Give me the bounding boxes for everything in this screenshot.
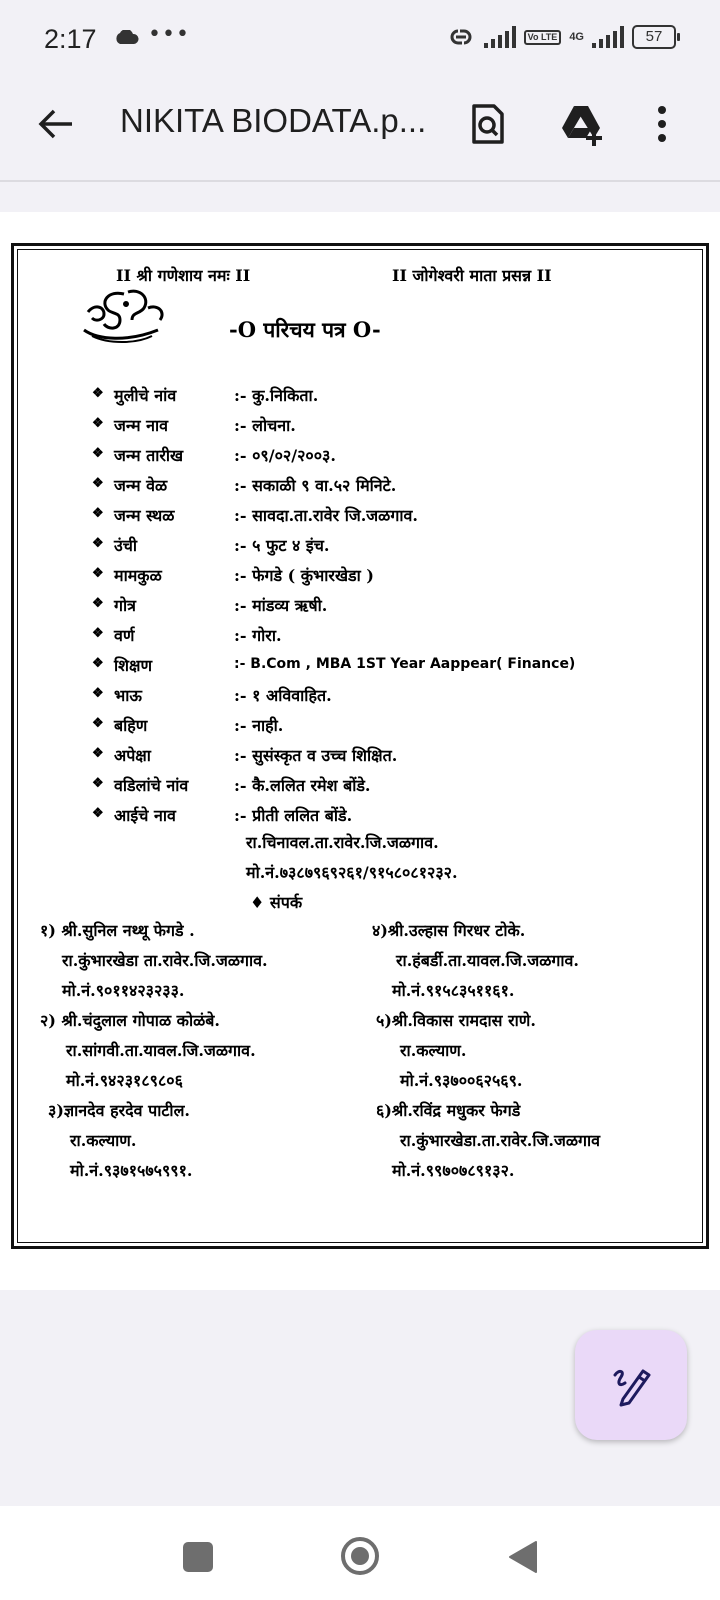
contact-line: रा.हंबर्डी.ता.यावल.जि.जळगाव. xyxy=(396,951,579,970)
ganesh-icon xyxy=(78,286,173,346)
detail-label: शिक्षण xyxy=(114,656,153,675)
detail-label: भाऊ xyxy=(114,686,142,705)
address-line: रा.चिनावल.ता.रावेर.जि.जळगाव. xyxy=(246,833,439,852)
bullet-icon: ❖ xyxy=(92,506,104,521)
detail-value: :- १ अविवाहित. xyxy=(234,686,332,705)
back-arrow-icon[interactable] xyxy=(32,100,80,148)
detail-row xyxy=(92,414,692,444)
detail-value: :- फेगडे ( कुंभारखेडा ) xyxy=(234,566,374,585)
contact-line: मो.नं.९०११४२३२३३. xyxy=(62,981,185,1000)
detail-value: :- लोचना. xyxy=(234,416,296,435)
drive-add-icon[interactable] xyxy=(556,98,608,150)
cloud-icon xyxy=(114,30,140,44)
detail-value: :- ५ फुट ४ इंच. xyxy=(234,536,330,555)
detail-value: :- B.Com , MBA 1ST Year Aappear( Finance) xyxy=(234,656,576,672)
document-title: NIKITA BIODATA.p... xyxy=(120,102,427,139)
detail-label: गोत्र xyxy=(114,596,136,615)
contacts-right-column xyxy=(372,919,600,1189)
contact-line: १) श्री.सुनिल नथ्थू फेगडे . xyxy=(40,921,195,940)
bullet-icon: ❖ xyxy=(92,446,104,461)
app-bar-divider xyxy=(0,180,720,182)
detail-row xyxy=(92,624,692,654)
bullet-icon: ❖ xyxy=(92,716,104,731)
home-circle-icon[interactable] xyxy=(340,1536,380,1576)
contact-line: ४)श्री.उल्हास गिरधर टोके. xyxy=(372,921,526,940)
edit-fab-button[interactable] xyxy=(575,1330,687,1440)
detail-value: :- कु.निकिता. xyxy=(234,386,319,405)
bullet-icon: ❖ xyxy=(92,746,104,761)
detail-row xyxy=(92,444,692,474)
contact-line: मो.नं.९४२३१८९८०६ xyxy=(66,1071,183,1090)
bullet-icon: ❖ xyxy=(92,416,104,431)
detail-label: उंची xyxy=(114,536,138,555)
detail-label: अपेक्षा xyxy=(114,746,151,765)
contact-line: रा.कुंभारखेडा ता.रावेर.जि.जळगाव. xyxy=(62,951,268,970)
detail-row xyxy=(92,534,692,564)
detail-label: जन्म तारीख xyxy=(114,446,184,465)
page-border xyxy=(11,243,709,1249)
detail-row xyxy=(92,804,692,834)
detail-value: :- कै.ललित रमेश बोंडे. xyxy=(234,776,371,795)
bullet-icon: ❖ xyxy=(92,806,104,821)
contact-line: रा.कल्याण. xyxy=(70,1131,137,1150)
detail-value: :- सावदा.ता.रावेर जि.जळगाव. xyxy=(234,506,418,525)
bullet-icon: ❖ xyxy=(92,776,104,791)
detail-row xyxy=(92,564,692,594)
header-left: II श्री गणेशाय नमः II xyxy=(116,266,251,285)
contact-line: मो.नं.९९७०७८९१३२. xyxy=(392,1161,515,1180)
contact-line: मो.नं.९३७००६२५६९. xyxy=(400,1071,523,1090)
detail-label: जन्म स्थळ xyxy=(114,506,175,525)
detail-row xyxy=(92,384,692,414)
bullet-icon: ❖ xyxy=(92,536,104,551)
document-search-icon[interactable] xyxy=(462,98,514,150)
contact-line: रा.सांगवी.ता.यावल.जि.जळगाव. xyxy=(66,1041,256,1060)
detail-row xyxy=(92,504,692,534)
detail-value: :- गोरा. xyxy=(234,626,282,645)
status-time: 2:17 xyxy=(44,24,97,54)
bullet-icon: ❖ xyxy=(92,386,104,401)
network-type-label: 4G xyxy=(569,30,584,43)
bullet-icon: ❖ xyxy=(92,476,104,491)
detail-row xyxy=(92,474,692,504)
contact-line: २) श्री.चंदुलाल गोपाळ कोळंबे. xyxy=(40,1011,220,1030)
contact-line: ५)श्री.विकास रामदास राणे. xyxy=(376,1011,536,1030)
app-bar xyxy=(0,78,720,180)
detail-row xyxy=(92,594,692,624)
mobile-line: मो.नं.७३८७९६९२६१/९१५८०८१२३२. xyxy=(246,863,458,882)
recents-square-icon[interactable] xyxy=(183,1542,213,1572)
signal-strength-2-icon xyxy=(592,26,624,48)
detail-row xyxy=(92,684,692,714)
detail-value: :- ०९/०२/२००३. xyxy=(234,446,336,465)
detail-value: :- नाही. xyxy=(234,716,284,735)
detail-label: बहिण xyxy=(114,716,148,735)
detail-label: वडिलांचे नांव xyxy=(114,776,189,795)
back-triangle-icon[interactable] xyxy=(506,1540,540,1574)
more-notifications-icon: ••• xyxy=(148,22,190,47)
detail-label: जन्म नाव xyxy=(114,416,169,435)
bullet-icon: ❖ xyxy=(92,686,104,701)
detail-value: :- सुसंस्कृत व उच्च शिक्षित. xyxy=(234,746,398,765)
contact-line: ३)ज्ञानदेव हरदेव पाटील. xyxy=(48,1101,190,1120)
contacts-left-column xyxy=(40,919,268,1189)
contact-heading: ♦ संपर्क xyxy=(250,893,303,912)
details-list xyxy=(92,384,692,834)
detail-label: आईचे नाव xyxy=(114,806,176,825)
detail-value: :- प्रीती ललित बोंडे. xyxy=(234,806,353,825)
contact-line: मो.नं.९३७१५७५९९१. xyxy=(70,1161,193,1180)
pdf-page[interactable] xyxy=(0,212,720,1290)
contact-line: रा.कुंभारखेडा.ता.रावेर.जि.जळगाव xyxy=(400,1131,601,1150)
edit-pen-icon xyxy=(609,1363,653,1407)
system-nav-bar xyxy=(0,1506,720,1600)
status-bar xyxy=(0,0,720,78)
more-vert-icon[interactable] xyxy=(636,98,688,150)
hotspot-link-icon xyxy=(446,27,476,47)
bullet-icon: ❖ xyxy=(92,566,104,581)
detail-label: वर्ण xyxy=(114,626,135,645)
detail-row xyxy=(92,774,692,804)
detail-row xyxy=(92,654,692,684)
detail-row xyxy=(92,714,692,744)
volte-badge: Vo LTE xyxy=(524,30,562,45)
bullet-icon: ❖ xyxy=(92,626,104,641)
status-indicators xyxy=(446,22,676,52)
battery-indicator: 57 xyxy=(632,25,676,49)
signal-strength-icon xyxy=(484,26,516,48)
bullet-icon: ❖ xyxy=(92,596,104,611)
detail-label: मुलीचे नांव xyxy=(114,386,177,405)
detail-label: मामकुळ xyxy=(114,566,162,585)
detail-value: :- मांडव्य ऋषी. xyxy=(234,596,328,615)
header-right: II जोगेश्वरी माता प्रसन्न II xyxy=(392,266,552,285)
contact-line: मो.नं.९१५८३५११६१. xyxy=(392,981,515,1000)
document-heading: -O परिचय पत्र O- xyxy=(229,317,381,342)
detail-row xyxy=(92,744,692,774)
detail-value: :- सकाळी ९ वा.५२ मिनिटे. xyxy=(234,476,397,495)
detail-label: जन्म वेळ xyxy=(114,476,168,495)
bullet-icon: ❖ xyxy=(92,656,104,671)
contact-line: रा.कल्याण. xyxy=(400,1041,467,1060)
contact-line: ६)श्री.रविंद्र मधुकर फेगडे xyxy=(376,1101,521,1120)
